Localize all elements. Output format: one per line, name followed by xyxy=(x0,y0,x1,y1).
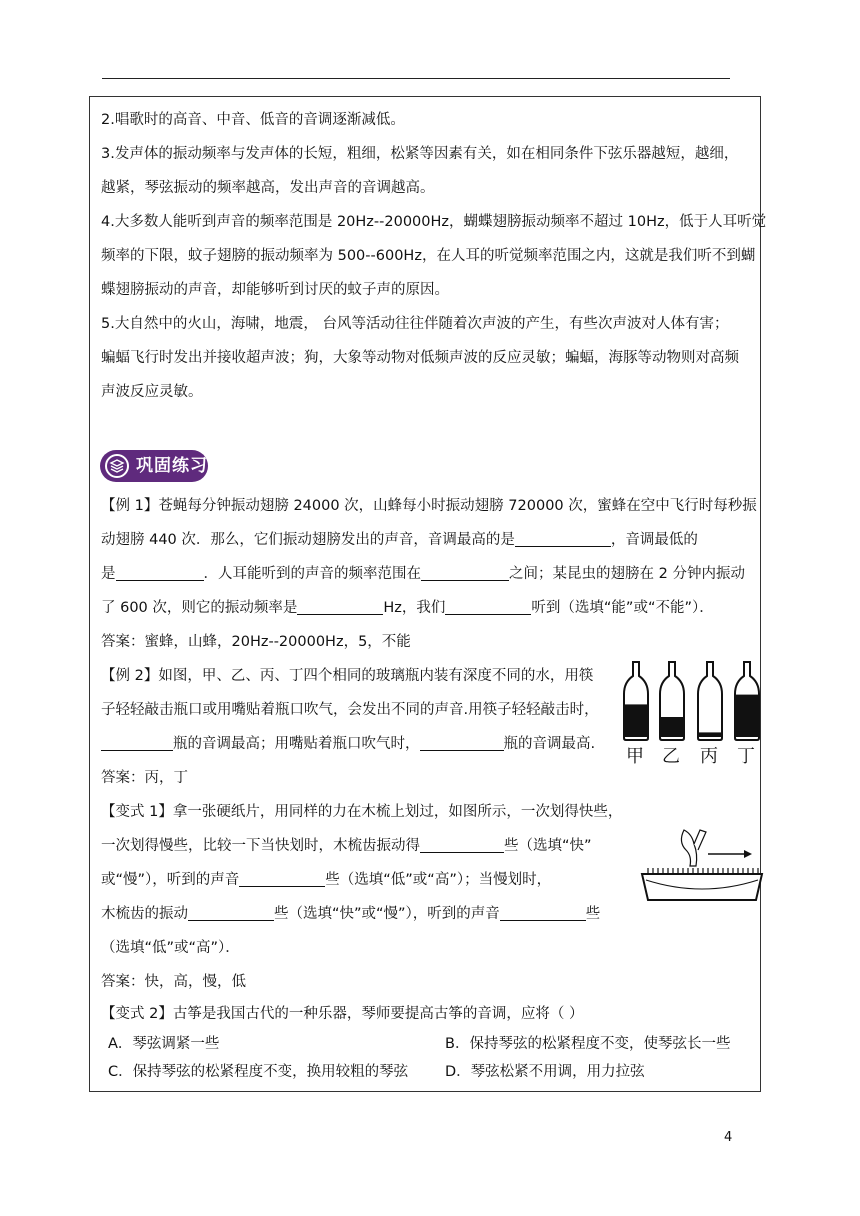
knowledge-point-5-line2: 蝙蝠飞行时发出并接收超声波；狗，大象等动物对低频声波的反应灵敏；蝙蝠，海豚等动物则对高频 xyxy=(101,350,739,366)
answer-blank[interactable] xyxy=(188,904,274,921)
knowledge-point-3-line2: 越紧，琴弦振动的频率越高，发出声音的音调越高。 xyxy=(101,180,435,196)
example1-answer: 答案：蜜蜂，山蜂，20Hz--20000Hz，5，不能 xyxy=(101,634,411,650)
bottle-water-2 xyxy=(661,717,683,737)
example2-text: 瓶的音调最高；用嘴贴着瓶口吹气时， xyxy=(173,736,420,752)
variant1-line1: 【变式 1】拿一张硬纸片，用同样的力在木梳上划过，如图所示，一次划得快些， xyxy=(101,804,623,820)
bottle-label-ding: 丁 xyxy=(737,746,755,767)
variant1-answer: 答案：快，高，慢，低 xyxy=(101,974,246,990)
bottle-3 xyxy=(698,662,722,740)
variant1-text: 些 xyxy=(585,906,601,922)
answer-blank[interactable] xyxy=(239,870,325,887)
bottle-water-3 xyxy=(699,732,721,737)
example1-text: ，音调最低的 xyxy=(610,532,698,548)
option-b[interactable]: B．保持琴弦的松紧程度不变，使琴弦长一些 xyxy=(445,1036,731,1052)
example1-text: Hz，我们 xyxy=(383,600,446,616)
example2-answer: 答案：丙，丁 xyxy=(101,770,188,786)
variant1-text: 些（选填“快”或“慢”），听到的声音 xyxy=(274,906,500,922)
example1-text: 动翅膀 440 次．那么，它们振动翅膀发出的声音，音调最高的是 xyxy=(101,532,515,548)
example1-text: 了 600 次，则它的振动频率是 xyxy=(101,600,298,616)
option-a[interactable]: A．琴弦调紧一些 xyxy=(108,1036,220,1052)
example1-text: ．人耳能听到的声音的频率范围在 xyxy=(203,566,421,582)
example1-line3 xyxy=(101,564,745,584)
variant1-line2 xyxy=(101,836,592,856)
bottle-water-4 xyxy=(736,695,758,737)
knowledge-point-5-line3: 声波反应灵敏。 xyxy=(101,384,203,400)
answer-blank[interactable] xyxy=(297,598,383,615)
example2-line2: 子轻轻敲击瓶口或用嘴贴着瓶口吹气，会发出不同的声音.用筷子轻轻敲击时， xyxy=(101,702,599,718)
example1-line4 xyxy=(101,598,714,618)
knowledge-point-2: 2.唱歌时的高音、中音、低音的音调逐渐减低。 xyxy=(101,112,405,128)
answer-blank[interactable] xyxy=(420,836,504,853)
variant1-line3 xyxy=(101,870,551,890)
knowledge-point-5-line1: 5.大自然中的火山，海啸，地震， 台风等活动往往伴随着次声波的产生，有些次声波对人体有害； xyxy=(101,316,729,332)
knowledge-point-4-line3: 蝶翅膀振动的声音，却能够听到讨厌的蚊子声的原因。 xyxy=(101,282,449,298)
example1-text: 是 xyxy=(101,566,116,582)
variant1-text: 些（选填“快” xyxy=(504,838,592,854)
variant2-stem: 【变式 2】古筝是我国古代的一种乐器，琴师要提高古筝的音调，应将（ ） xyxy=(101,1006,584,1022)
bottle-water-1 xyxy=(625,704,647,737)
example1-line1: 【例 1】苍蝇每分钟振动翅膀 24000 次，山蜂每小时振动翅膀 720000 次，蜜蜂在空中飞行时每秒振 xyxy=(101,498,757,514)
variant1-text: 或“慢”），听到的声音 xyxy=(101,872,240,888)
bottle-label-bing: 丙 xyxy=(700,746,718,767)
variant1-text: 些（选填“低”或“高”）；当慢划时， xyxy=(325,872,552,888)
variant1-line5: （选填“低”或“高”）． xyxy=(101,940,240,956)
answer-blank[interactable] xyxy=(420,734,504,751)
variant1-line4 xyxy=(101,904,600,924)
example1-text: 之间；某昆虫的翅膀在 2 分钟内振动 xyxy=(509,566,745,582)
answer-blank[interactable] xyxy=(421,564,509,581)
bottle-label-jia: 甲 xyxy=(626,746,644,767)
answer-blank[interactable] xyxy=(445,598,531,615)
bottle-label-yi: 乙 xyxy=(662,746,680,767)
answer-blank[interactable] xyxy=(101,734,173,751)
page-number: 4 xyxy=(724,1130,733,1145)
example1-text: 听到（选填“能”或“不能”）． xyxy=(531,600,714,616)
knowledge-point-4-line1: 4.大多数人能听到声音的频率范围是 20Hz--20000Hz，蝴蝶翅膀振动频率不超过 10Hz，低于人耳听觉 xyxy=(101,214,767,230)
variant1-text: 木梳齿的振动 xyxy=(101,906,188,922)
knowledge-point-4-line2: 频率的下限，蚊子翅膀的振动频率为 500--600Hz，在人耳的听觉频率范围之内，这就是我们听不到蝴 xyxy=(101,248,756,264)
section-badge xyxy=(100,450,208,482)
option-c[interactable]: C．保持琴弦的松紧程度不变，换用较粗的琴弦 xyxy=(108,1064,409,1080)
answer-blank[interactable] xyxy=(116,564,204,581)
example2-line3 xyxy=(101,734,595,754)
example2-line1: 【例 2】如图，甲、乙、丙、丁四个相同的玻璃瓶内装有深度不同的水，用筷 xyxy=(101,668,594,684)
variant1-text: 一次划得慢些，比较一下当快划时，木梳齿振动得 xyxy=(101,838,420,854)
header-rule xyxy=(102,78,730,79)
layers-icon xyxy=(105,454,129,478)
section-badge-label: 巩固练习 xyxy=(136,456,208,476)
option-d[interactable]: D．琴弦松紧不用调，用力拉弦 xyxy=(445,1064,645,1080)
example1-line2 xyxy=(101,530,698,550)
example2-text: 瓶的音调最高. xyxy=(503,736,596,752)
answer-blank[interactable] xyxy=(500,904,586,921)
knowledge-point-3-line1: 3.发声体的振动频率与发声体的长短，粗细，松紧等因素有关，如在相同条件下弦乐器越短，越细， xyxy=(101,146,739,162)
answer-blank[interactable] xyxy=(515,530,611,547)
comb-figure xyxy=(640,820,764,904)
